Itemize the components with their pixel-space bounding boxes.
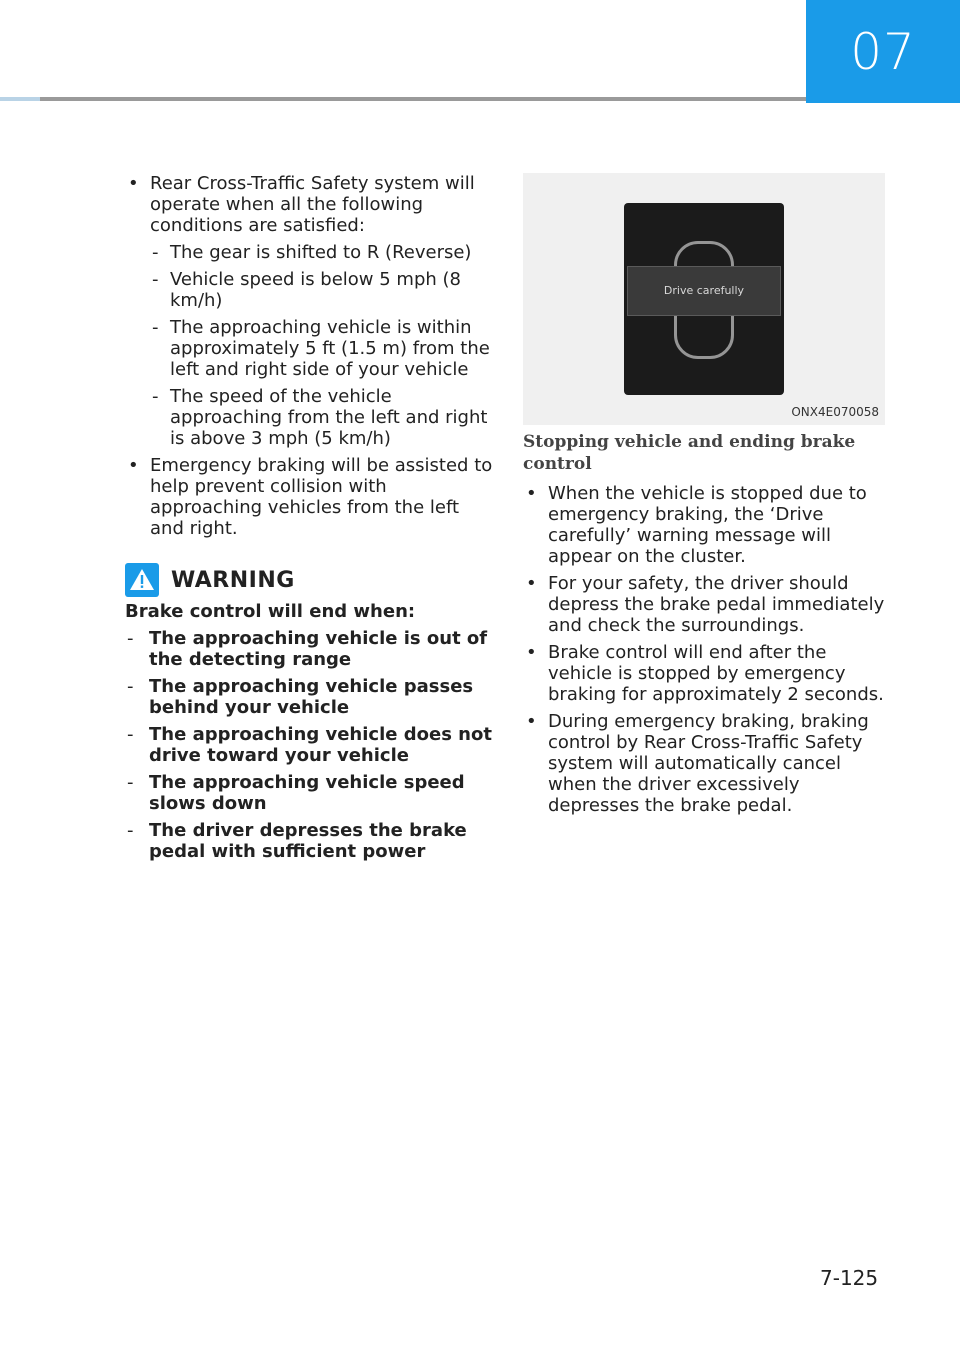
cluster-screen: [624, 203, 784, 395]
list-item: - The speed of the vehicle approaching from the left and right is above 3 mph (5 km/h): [150, 386, 495, 449]
section-title: Stopping vehicle and ending brake control: [523, 432, 856, 474]
left-column: [125, 173, 495, 868]
header-rule: [0, 97, 806, 101]
list-item: - The approaching vehicle is out of the detecting range: [125, 628, 495, 670]
list-item: • During emergency braking, braking control by Rear Cross-Traffic Safety system will automatically cancel when the driver excessively depresses the brake pedal.: [523, 711, 893, 816]
list-item: - The approaching vehicle is within approximately 5 ft (1.5 m) from the left and right side of your vehicle: [150, 317, 495, 380]
chapter-number: 07: [850, 22, 916, 81]
warning-list: [125, 628, 495, 862]
list-item: [125, 173, 495, 449]
list-item: • Brake control will end after the vehicle is stopped by emergency braking for approximately 2 seconds.: [523, 642, 893, 705]
condition-list: [125, 173, 495, 539]
list-item: - The approaching vehicle does not drive toward your vehicle: [125, 724, 495, 766]
list-item: • For your safety, the driver should depress the brake pedal immediately and check the surroundings.: [523, 573, 893, 636]
list-item: - The driver depresses the brake pedal with sufficient power: [125, 820, 495, 862]
cluster-figure: [523, 173, 885, 425]
list-item: - The gear is shifted to R (Reverse): [150, 242, 495, 263]
page-number: 7-125: [820, 1266, 879, 1290]
list-item: - The approaching vehicle passes behind your vehicle: [125, 676, 495, 718]
list-item: • When the vehicle is stopped due to emergency braking, the ‘Drive carefully’ warning message will appear on the cluster.: [523, 483, 893, 567]
brake-control-list: [523, 483, 893, 816]
warning-title: WARNING: [171, 567, 295, 593]
header-rule-accent: [0, 97, 40, 101]
list-item: - The approaching vehicle speed slows down: [125, 772, 495, 814]
list-item: - Vehicle speed is below 5 mph (8 km/h): [150, 269, 495, 311]
list-item: [125, 455, 495, 539]
bullet-text: Rear Cross-Traffic Safety system will operate when all the following conditions are satisfied:: [150, 173, 475, 236]
bullet-text: Emergency braking will be assisted to help prevent collision with approaching vehicles from the left and right.: [150, 455, 493, 539]
warning-heading: [125, 563, 495, 597]
warning-intro: Brake control will end when:: [125, 601, 416, 622]
warning-body: [125, 601, 495, 862]
figure-code: ONX4E070058: [791, 405, 879, 419]
warning-icon: [125, 563, 159, 597]
condition-sublist: [150, 242, 495, 449]
drive-carefully-message: Drive carefully: [627, 266, 781, 316]
chapter-tab: [806, 0, 960, 103]
right-column: [523, 173, 893, 822]
